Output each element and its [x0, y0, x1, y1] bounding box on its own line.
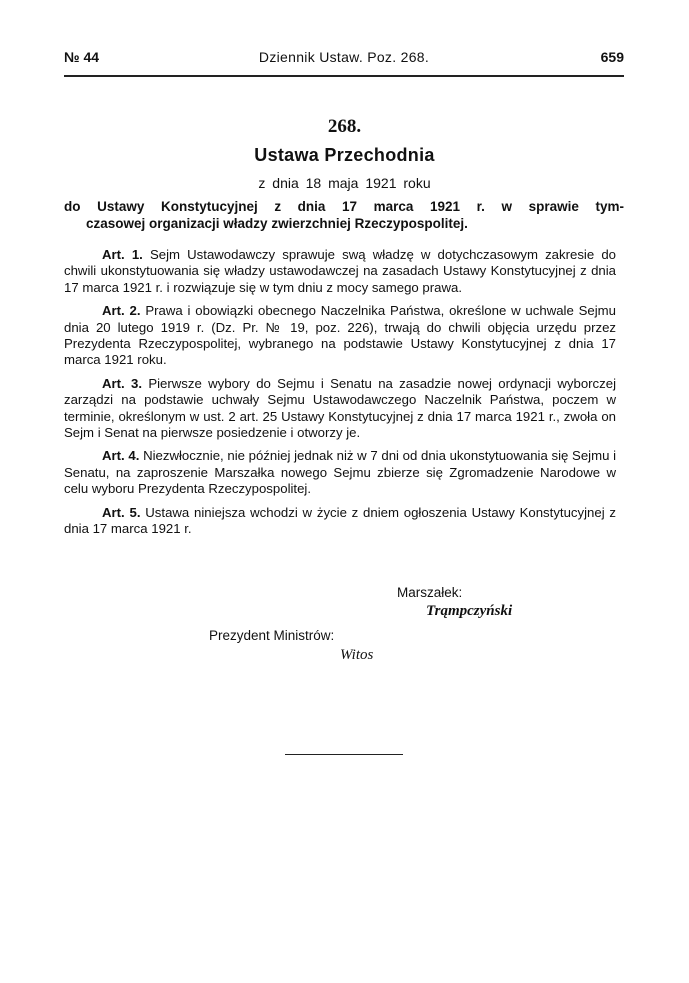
- prime-minister-signature: Witos: [340, 647, 374, 663]
- act-number: 268.: [327, 116, 362, 137]
- article-5: [64, 505, 616, 538]
- article-text: Niezwłocznie, nie później jednak niż w 7 dni od dnia ukonstytuowania się Sejmu i Senatu, na zaproszenie Marszałka nowego Sejmu zbierze się Zgromadzenie Narodowe w celu wyboru Prezydenta Rzeczypospolitej.: [64, 448, 617, 497]
- page-number: 659: [600, 49, 624, 65]
- marshal-title: Marszałek:: [397, 585, 463, 600]
- articles: [64, 247, 616, 545]
- issue-number: № 44: [64, 49, 100, 65]
- article-2: [64, 303, 616, 369]
- article-label: Art. 5.: [102, 504, 141, 520]
- article-label: Art. 3.: [102, 375, 143, 391]
- act-subject-line-2: czasowej organizacji władzy zwierzchniej Rzeczypospolitej.: [86, 216, 468, 231]
- marshal-signature: Trąmpczyński: [426, 603, 513, 619]
- article-text: Sejm Ustawodawczy sprawuje swą władzę w dotychczasowym zakresie do chwili ukonstytuowania się władzy ustawodawczej na zasadach Ustawy Konstytucyjnej z dnia 17 marca 1921 r. i rozwiązuje się w tym dniu z mocy samego prawa.: [64, 247, 616, 295]
- article-label: Art. 4.: [102, 448, 140, 464]
- article-text: Prawa i obowiązki obecnego Naczelnika Państwa, określone w uchwale Sejmu dnia 20 lutego 1919 r. (Dz. Pr. № 19, poz. 226), trwają do chwili objęcia urzędu przez Prezydenta Rzeczypospolitej, wybranego na podstawie Ustawy Konstytucyjnej z dnia 17 marca 1921 roku.: [64, 303, 616, 368]
- article-text: Ustawa niniejsza wchodzi w życie z dniem ogłoszenia Ustawy Konstytucyjnej z dnia 17 marca 1921 r.: [64, 504, 617, 537]
- act-subject-line-1: do Ustawy Konstytucyjnej z dnia 17 marca 1921 r. w sprawie tym-: [64, 199, 624, 214]
- signatures: [64, 585, 624, 675]
- article-label: Art. 2.: [102, 303, 141, 319]
- article-label: Art. 1.: [102, 247, 143, 262]
- article-text: Pierwsze wybory do Sejmu i Senatu na zasadzie nowej ordynacji wyborczej zarządzi na podstawie uchwały Sejmu Ustawodawczego Naczelnik Państwa, poczem w terminie, określonym w ust. 2 art. 25 Ustawy Konstytucyjnej z dnia 17 marca 1921 r., zwoła on Sejm i Senat na pierwsze posiedzenie i otworzy je.: [64, 375, 616, 441]
- act-title: Ustawa Przechodnia: [254, 145, 435, 165]
- prime-minister-title: Prezydent Ministrów:: [209, 628, 335, 643]
- article-4: [64, 448, 616, 497]
- article-1: [64, 247, 616, 296]
- act-subject: [64, 198, 624, 232]
- end-divider: [285, 754, 403, 755]
- header-divider: [64, 75, 624, 77]
- page-header: [64, 49, 624, 71]
- article-3: [64, 376, 616, 442]
- journal-title: Dziennik Ustaw. Poz. 268.: [258, 49, 430, 65]
- act-date: z dnia 18 maja 1921 roku: [258, 175, 431, 191]
